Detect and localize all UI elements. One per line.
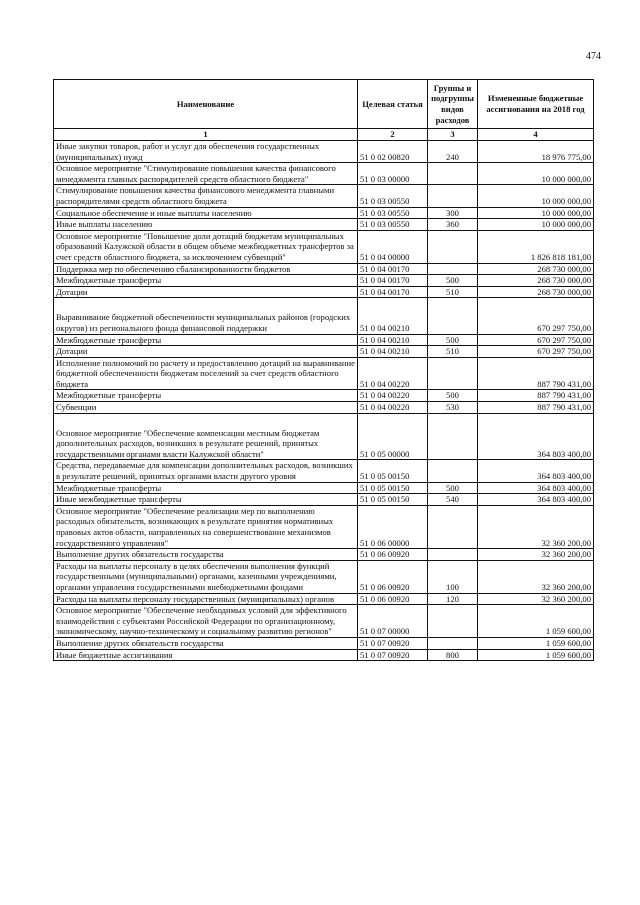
header-groups: Группы и подгруппы видов расходов	[428, 80, 478, 129]
row-name-cell: Основное мероприятие "Стимулирование повышения качества финансового менеджмента главных распорядителей средств областного бюджета"	[54, 163, 358, 185]
row-name-cell: Межбюджетные трансферты	[54, 334, 358, 346]
row-name-cell: Дотации	[54, 286, 358, 298]
row-target-code-cell: 51 0 05 00150	[358, 460, 428, 482]
row-group-cell: 800	[428, 649, 478, 661]
table-row	[54, 482, 594, 494]
row-group-cell	[428, 185, 478, 207]
table-row	[54, 560, 594, 593]
table-row	[54, 605, 594, 638]
row-group-cell: 500	[428, 390, 478, 402]
row-group-cell	[428, 460, 478, 482]
row-amount-cell: 10 000 000,00	[478, 219, 594, 231]
row-name-cell: Межбюджетные трансферты	[54, 390, 358, 402]
row-target-code-cell: 51 0 04 00220	[358, 357, 428, 390]
row-group-cell: 120	[428, 593, 478, 605]
row-amount-cell: 10 000 000,00	[478, 207, 594, 219]
table-row	[54, 263, 594, 275]
row-target-code-cell: 51 0 04 00220	[358, 402, 428, 414]
row-name-cell: Социальное обеспечение и иные выплаты населению	[54, 207, 358, 219]
row-target-code-cell: 51 0 06 00920	[358, 560, 428, 593]
table-row	[54, 141, 594, 163]
row-name-cell: Выполнение других обязательств государства	[54, 549, 358, 561]
row-amount-cell: 1 826 818 181,00	[478, 230, 594, 263]
row-amount-cell: 1 059 600,00	[478, 649, 594, 661]
row-amount-cell: 364 803 400,00	[478, 482, 594, 494]
row-name-cell: Поддержка мер по обеспечению сбалансированности бюджетов	[54, 263, 358, 275]
row-group-cell	[428, 505, 478, 548]
row-target-code-cell: 51 0 06 00920	[358, 549, 428, 561]
row-amount-cell: 1 059 600,00	[478, 637, 594, 649]
row-group-cell: 360	[428, 219, 478, 231]
row-name-cell: Иные выплаты населению	[54, 219, 358, 231]
row-target-code-cell: 51 0 04 00220	[358, 390, 428, 402]
row-group-cell: 540	[428, 494, 478, 506]
row-amount-cell: 268 730 000,00	[478, 263, 594, 275]
column-number: 3	[428, 129, 478, 141]
row-amount-cell: 268 730 000,00	[478, 275, 594, 287]
table-row	[54, 334, 594, 346]
row-amount-cell: 18 976 775,00	[478, 141, 594, 163]
row-name-cell: Основное мероприятие "Обеспечение необходимых условий для эффективного взаимодействия с субъектами Российской Федерации по организационному, экономическому, научно-техническому и социальному развитию регионов"	[54, 605, 358, 638]
row-amount-cell: 364 803 400,00	[478, 413, 594, 460]
table-row	[54, 346, 594, 358]
row-amount-cell: 32 360 200,00	[478, 505, 594, 548]
row-amount-cell: 364 803 400,00	[478, 460, 594, 482]
row-target-code-cell: 51 0 05 00000	[358, 413, 428, 460]
row-target-code-cell: 51 0 06 00000	[358, 505, 428, 548]
row-group-cell: 100	[428, 560, 478, 593]
row-group-cell: 500	[428, 334, 478, 346]
row-group-cell	[428, 163, 478, 185]
row-amount-cell: 364 803 400,00	[478, 494, 594, 506]
row-target-code-cell: 51 0 03 00550	[358, 207, 428, 219]
row-amount-cell: 887 790 431,00	[478, 357, 594, 390]
table-row	[54, 357, 594, 390]
row-target-code-cell: 51 0 03 00550	[358, 185, 428, 207]
table-body	[54, 141, 594, 661]
row-group-cell	[428, 549, 478, 561]
row-group-cell	[428, 413, 478, 460]
column-numbers-row	[54, 129, 594, 141]
row-name-cell: Расходы на выплаты персоналу в целях обеспечения выполнения функций государственными (муниципальными) органами, казенными учреждениями, органами управления государственными внебюджетными фондами	[54, 560, 358, 593]
row-name-cell: Субвенции	[54, 402, 358, 414]
row-target-code-cell: 51 0 03 00000	[358, 163, 428, 185]
table-row	[54, 185, 594, 207]
row-name-cell: Иные межбюджетные трансферты	[54, 494, 358, 506]
table-row	[54, 163, 594, 185]
table-row	[54, 402, 594, 414]
table-row	[54, 275, 594, 287]
row-group-cell: 500	[428, 482, 478, 494]
row-group-cell	[428, 605, 478, 638]
table-row	[54, 286, 594, 298]
row-amount-cell: 268 730 000,00	[478, 286, 594, 298]
row-amount-cell: 887 790 431,00	[478, 390, 594, 402]
header-name: Наименование	[54, 80, 358, 129]
row-amount-cell: 32 360 200,00	[478, 549, 594, 561]
table-row	[54, 413, 594, 460]
row-name-cell: Выравнивание бюджетной обеспеченности муниципальных районов (городских округов) из регионального фонда финансовой поддержки	[54, 298, 358, 334]
column-number: 2	[358, 129, 428, 141]
row-group-cell: 300	[428, 207, 478, 219]
row-name-cell: Основное мероприятие "Обеспечение компенсации местным бюджетам дополнительных расходов, возникших в результате решений, принятых государственными органами власти Калужской области"	[54, 413, 358, 460]
row-amount-cell: 10 000 000,00	[478, 185, 594, 207]
row-amount-cell: 10 000 000,00	[478, 163, 594, 185]
row-group-cell	[428, 230, 478, 263]
column-number: 4	[478, 129, 594, 141]
row-amount-cell: 1 059 600,00	[478, 605, 594, 638]
row-name-cell: Расходы на выплаты персоналу государственных (муниципальных) органов	[54, 593, 358, 605]
row-name-cell: Стимулирование повышения качества финансового менеджмента главными распорядителями средств областного бюджета	[54, 185, 358, 207]
table-row	[54, 505, 594, 548]
row-target-code-cell: 51 0 04 00170	[358, 286, 428, 298]
row-amount-cell: 887 790 431,00	[478, 402, 594, 414]
table-row	[54, 593, 594, 605]
row-name-cell: Иные закупки товаров, работ и услуг для обеспечения государственных (муниципальных) нужд	[54, 141, 358, 163]
table-row	[54, 649, 594, 661]
table-row	[54, 637, 594, 649]
row-target-code-cell: 51 0 04 00170	[358, 275, 428, 287]
row-amount-cell: 670 297 750,00	[478, 298, 594, 334]
page-number: 474	[586, 51, 601, 62]
table-row	[54, 494, 594, 506]
table-row	[54, 207, 594, 219]
table-header-row	[54, 80, 594, 129]
table-row	[54, 219, 594, 231]
table-row	[54, 549, 594, 561]
row-group-cell	[428, 263, 478, 275]
header-amount: Измененные бюджетные ассигнования на 2018 год	[478, 80, 594, 129]
row-group-cell: 500	[428, 275, 478, 287]
row-name-cell: Основное мероприятие "Обеспечение реализации мер по выполнению расходных обязательств, возникающих в результате принятия нормативных правовых актов области, направленных на совершенствование механизмов государственного управления"	[54, 505, 358, 548]
row-name-cell: Выполнение других обязательств государства	[54, 637, 358, 649]
row-name-cell: Иные бюджетные ассигнования	[54, 649, 358, 661]
row-amount-cell: 32 360 200,00	[478, 560, 594, 593]
row-target-code-cell: 51 0 05 00150	[358, 482, 428, 494]
row-name-cell: Межбюджетные трансферты	[54, 275, 358, 287]
row-target-code-cell: 51 0 04 00210	[358, 334, 428, 346]
table-row	[54, 230, 594, 263]
row-name-cell: Дотации	[54, 346, 358, 358]
row-target-code-cell: 51 0 03 00550	[358, 219, 428, 231]
table-row	[54, 298, 594, 334]
row-group-cell: 240	[428, 141, 478, 163]
row-target-code-cell: 51 0 04 00000	[358, 230, 428, 263]
row-amount-cell: 670 297 750,00	[478, 346, 594, 358]
row-name-cell: Средства, передаваемые для компенсации дополнительных расходов, возникших в результате решений, принятых органами власти другого уровня	[54, 460, 358, 482]
table-row	[54, 390, 594, 402]
row-target-code-cell: 51 0 05 00150	[358, 494, 428, 506]
row-group-cell	[428, 298, 478, 334]
header-target: Целевая статья	[358, 80, 428, 129]
row-group-cell: 510	[428, 346, 478, 358]
row-name-cell: Межбюджетные трансферты	[54, 482, 358, 494]
row-target-code-cell: 51 0 07 00000	[358, 605, 428, 638]
row-group-cell	[428, 357, 478, 390]
row-target-code-cell: 51 0 04 00210	[358, 346, 428, 358]
row-target-code-cell: 51 0 06 00920	[358, 593, 428, 605]
row-group-cell: 510	[428, 286, 478, 298]
row-target-code-cell: 51 0 04 00170	[358, 263, 428, 275]
row-group-cell: 530	[428, 402, 478, 414]
column-number: 1	[54, 129, 358, 141]
budget-table	[53, 79, 594, 661]
row-target-code-cell: 51 0 04 00210	[358, 298, 428, 334]
row-amount-cell: 32 360 200,00	[478, 593, 594, 605]
table-row	[54, 460, 594, 482]
row-target-code-cell: 51 0 02 00820	[358, 141, 428, 163]
row-name-cell: Основное мероприятие "Повышение доли дотаций бюджетам муниципальных образований Калужской области в общем объеме межбюджетных трансфертов за счет средств областного бюджета, за исключением субвенций"	[54, 230, 358, 263]
row-target-code-cell: 51 0 07 00920	[358, 649, 428, 661]
row-target-code-cell: 51 0 07 00920	[358, 637, 428, 649]
row-amount-cell: 670 297 750,00	[478, 334, 594, 346]
row-group-cell	[428, 637, 478, 649]
row-name-cell: Исполнение полномочий по расчету и предоставлению дотаций на выравнивание бюджетной обеспеченности бюджетам поселений за счет средств областного бюджета	[54, 357, 358, 390]
